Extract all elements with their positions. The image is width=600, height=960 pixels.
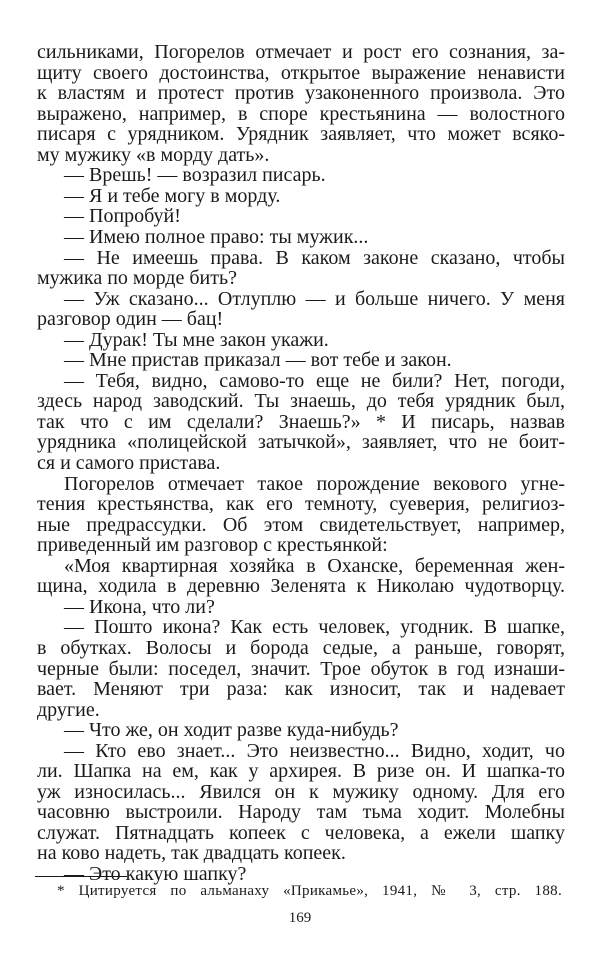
text-line: — Не имеешь права. В каком законе сказано, чтобы [64,246,565,269]
text-line: — Тебя, видно, самово-то еще не били? Нет, погоди, [64,369,565,392]
page-number: 169 [288,910,312,926]
text-line: Погорелов отмечает такое порождение векового угне- [64,472,565,495]
text-line: уж износилась... Явился он к мужику одному. Для его [37,780,565,803]
text-line: часовню выстроили. Народу там тьма ходит. Молебны [37,801,565,824]
text-line: писаря с урядником. Урядник заявляет, что может всяко- [37,123,565,146]
text-line: — Икона, что ли? [64,595,215,618]
text-line: — Я и тебе могу в морду. [64,184,281,207]
text-line: — Мне пристав приказал — вот тебе и закон. [64,349,452,372]
text-line: — Кто ево знает... Это неизвестно... Видно, ходит, чо [64,739,565,762]
text-line: так что с им сделали? Знаешь?» * И писарь, назвав [37,410,565,433]
footnote: * Цитируется по альманаху «Прикамье», 1941, № 3, стр. 188. [57,883,562,899]
text-line: приведенный им разговор с крестьянкой: [37,534,388,557]
footnote-rule [35,876,127,877]
text-line: — Имею полное право: ты мужик... [64,225,369,248]
text-line: щина, ходила в деревню Зеленята к Николаю чудотворцу. [37,575,565,598]
text-line: мужика по морде бить? [37,267,237,290]
text-line: сильниками, Погорелов отмечает и рост его сознания, за- [37,41,565,63]
text-line: другие. [37,698,100,721]
text-line: ные предрассудки. Об этом свидетельствует, например, [37,513,565,536]
text-line: черные были: поседел, значит. Трое обуток в год изнаши- [37,657,565,680]
text-line: «Моя квартирная хозяйка в Оханске, беременная жен- [64,554,565,577]
text-line: ли. Шапка на ем, как у архирея. В ризе он. И шапка-то [37,760,565,783]
text-line: — Пошто икона? Как есть человек, угодник. В шапке, [64,616,565,639]
text-line: в обутках. Волосы и борода седые, а раньше, говорят, [37,636,565,659]
text-line: служат. Пятнадцать копеек с человека, а ежели шапку [37,821,565,844]
text-line: ся и самого пристава. [37,452,221,474]
text-line: вает. Меняют три раза: как износит, так и надевает [37,678,565,701]
text-line: — Врешь! — возразил писарь. [64,164,326,187]
text-line: на ково надеть, так двадцать копеек. [37,842,346,865]
text-line: разговор один — бац! [37,308,224,331]
text-line: выражено, например, в споре крестьянина — волостного [37,102,565,125]
text-line: му мужику «в морду дать». [37,143,270,166]
text-line: к властям и протест против узаконенного произвола. Это [37,82,565,105]
text-line: — Дурак! Ты мне закон укажи. [64,328,329,351]
text-line: — Что же, он ходит разве куда-нибудь? [64,719,399,742]
text-line: — Это какую шапку? [64,863,247,885]
text-line: щиту своего достоинства, открытое выражение ненависти [37,61,565,84]
text-line: — Попробуй! [64,205,181,228]
text-line: здесь народ заводский. Ты знаешь, до тебя урядник был, [37,390,565,413]
text-line: урядника «полицейской затычкой», заявляет, что не боит- [37,431,565,454]
text-line: — Уж сказано... Отлуплю — и больше ничего. У меня [64,287,565,310]
text-line: тения крестьянства, как его темноту, суеверия, религиоз- [37,493,565,516]
